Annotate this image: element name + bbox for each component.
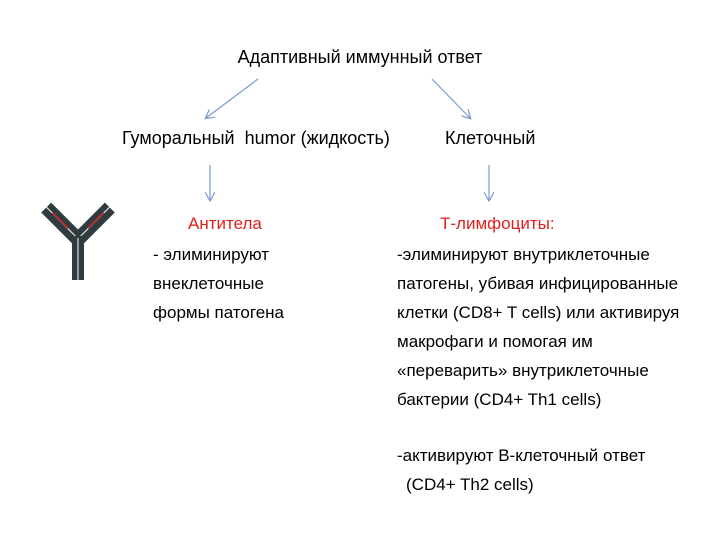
antibodies-line-1: - элиминируют [153, 245, 270, 264]
humoral-heading: Гуморальный humor (жидкость) [122, 128, 390, 148]
tcells-line-3: клетки (CD8+ T cells) или активируя [397, 303, 680, 322]
tcells-line-5: «переварить» внутриклеточные [397, 361, 649, 380]
arrow-title-to-cellular [432, 79, 470, 118]
tcells-gap [397, 414, 679, 441]
antibodies-subheading: Антитела [188, 214, 262, 233]
diagram-title: Адаптивный иммунный ответ [237, 47, 483, 67]
tcells-line-4: макрофаги и помогая им [397, 332, 593, 351]
tcells-line-1: -элиминируют внутриклеточные [397, 245, 650, 264]
tcells-description [397, 240, 679, 499]
tcells-line-8: (CD4+ Th2 cells) [406, 475, 534, 494]
antibodies-line-2: внеклеточные [153, 274, 264, 293]
arrow-title-to-humoral [206, 79, 258, 118]
antibodies-description [153, 240, 284, 327]
antibodies-line-3: формы патогена [153, 303, 284, 322]
tcells-line-2: патогены, убивая инфицированные [397, 274, 679, 293]
tcells-subheading: Т-лимфоциты: [440, 214, 555, 233]
cellular-heading: Клеточный [445, 128, 536, 148]
tcells-line-6: бактерии (CD4+ Th1 cells) [397, 390, 602, 409]
antibody-icon [38, 198, 118, 282]
tcells-line-7: -активируют В-клеточный ответ [397, 446, 646, 465]
